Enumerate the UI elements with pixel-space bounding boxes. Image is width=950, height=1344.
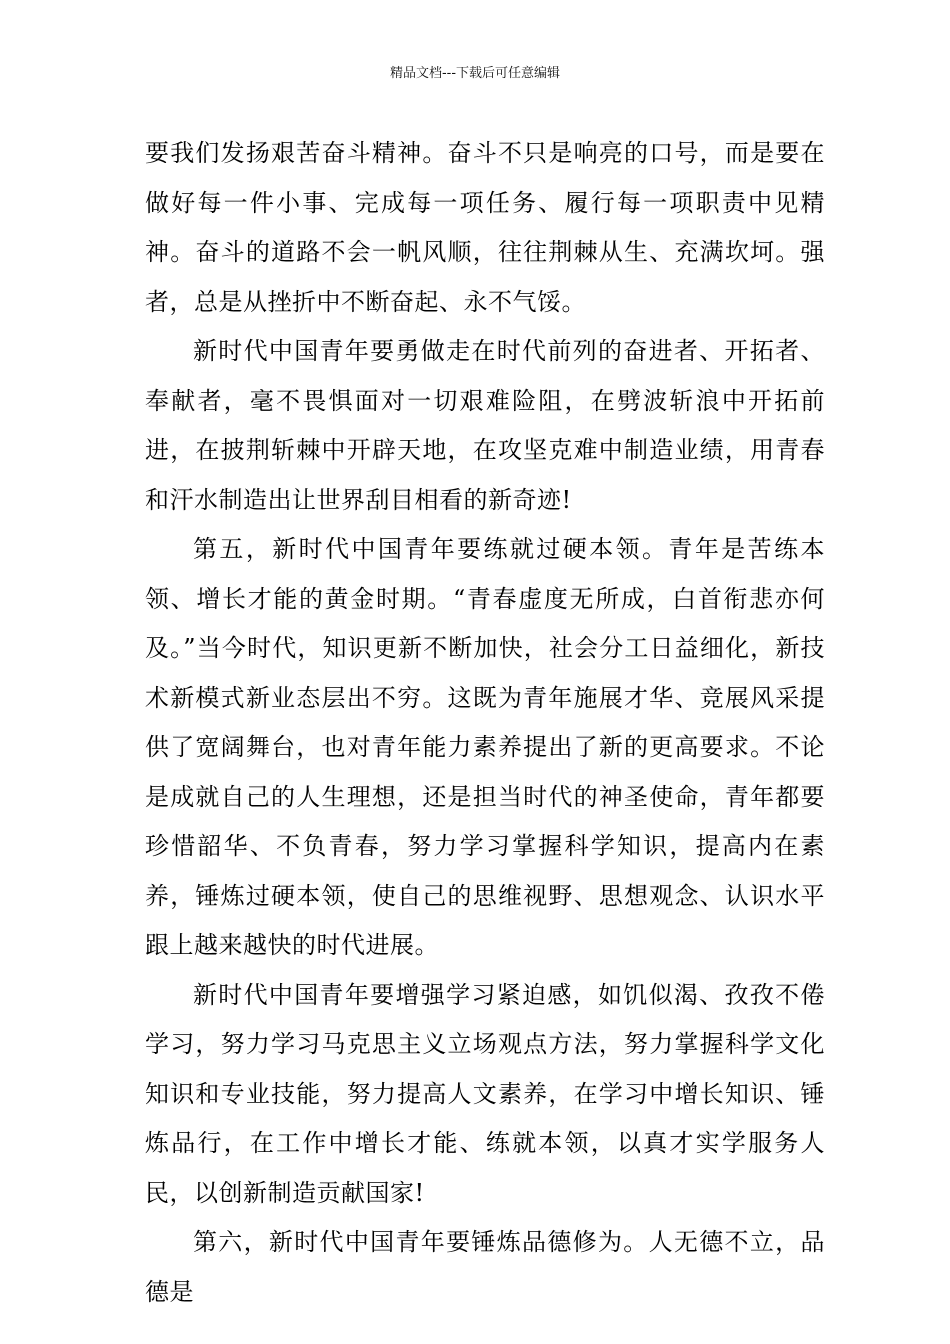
paragraph-3: 第五，新时代中国青年要练就过硬本领。青年是苦练本领、增长才能的黄金时期。“青春虚度无所成，白首衔悲亦何及。”当今时代，知识更新不断加快，社会分工日益细化，新技术新模式新业态层出不穷。这既为青年施展才华、竞展风采提供了宽阔舞台，也对青年能力素养提出了新的更高要求。不论是成就自己的人生理想，还是担当时代的神圣使命，青年都要珍惜韶华、不负青春，努力学习掌握科学知识，提高内在素养，锤炼过硬本领，使自己的思维视野、思想观念、认识水平跟上越来越快的时代进展。 [145,535,825,959]
paragraph-2: 新时代中国青年要勇做走在时代前列的奋进者、开拓者、奉献者，毫不畏惧面对一切艰难险阻，在劈波斩浪中开拓前进，在披荆斩棘中开辟天地，在攻坚克难中制造业绩，用青春和汗水制造出让世界刮目相看的新奇迹! [145,337,825,514]
paragraph-1: 要我们发扬艰苦奋斗精神。奋斗不只是响亮的口号，而是要在做好每一件小事、完成每一项任务、履行每一项职责中见精神。奋斗的道路不会一帆风顺，往往荆棘从生、充满坎坷。强者，总是从挫折中不断奋起、永不气馁。 [145,139,825,316]
page-header: 精品文档---下载后可任意编辑 [389,66,561,81]
paragraph-5: 第六，新时代中国青年要锤炼品德修为。人无德不立，品德是 [145,1228,825,1306]
document-body [145,129,825,1317]
paragraph-4: 新时代中国青年要增强学习紧迫感，如饥似渴、孜孜不倦学习，努力学习马克思主义立场观点方法，努力掌握科学文化知识和专业技能，努力提高人文素养，在学习中增长知识、锤炼品行，在工作中增长才能、练就本领，以真才实学服务人民，以创新制造贡献国家! [145,980,825,1207]
